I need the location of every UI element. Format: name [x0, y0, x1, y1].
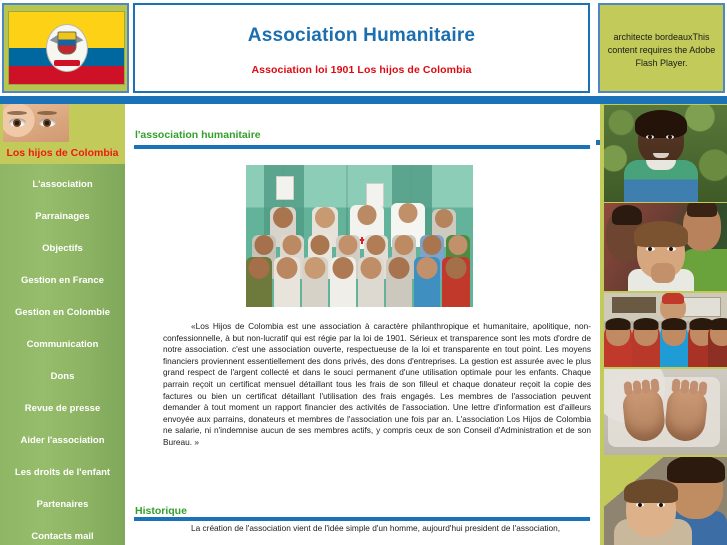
boy: [660, 323, 688, 367]
younger-boy-hair: [624, 479, 678, 503]
sidebar-item-droits-de-lenfant[interactable]: Les droits de l'enfant: [14, 467, 111, 478]
page-subtitle: Association loi 1901 Los hijos de Colombia: [251, 64, 472, 76]
child: [386, 257, 412, 307]
sidebar-item-communication[interactable]: Communication: [26, 339, 99, 350]
photo-row-front: [246, 257, 473, 307]
boy: [632, 323, 660, 367]
pupil-right: [659, 503, 663, 507]
coat-of-arms-icon: [47, 25, 87, 71]
colombia-flag-panel: [2, 3, 129, 93]
sidebar-item-contacts-mail[interactable]: Contacts mail: [31, 531, 94, 542]
sidebar-brand: Los hijos de Colombia: [0, 142, 125, 164]
hand-over-mouth: [651, 263, 675, 283]
flash-notice-text: architecte bordeauxThis content requires the Adobe Flash Player.: [607, 32, 716, 68]
child-with-backpack: [442, 257, 470, 307]
older-boy-hair: [667, 457, 725, 483]
girl-in-foliage-photo: [604, 105, 727, 202]
sidebar-item-parrainages[interactable]: Parrainages: [35, 211, 90, 222]
sidebar-item-lassociation[interactable]: L'association: [32, 179, 93, 190]
title-panel: [133, 3, 590, 93]
ribbon-icon: [54, 60, 80, 66]
section-title: l'association humanitaire: [135, 129, 261, 141]
pupil-left: [648, 135, 652, 139]
boys-classroom-photo: [604, 293, 727, 367]
sidebar-item-gestion-en-france[interactable]: Gestion en France: [21, 275, 104, 286]
colombia-flag-icon: [8, 11, 125, 85]
child: [302, 257, 328, 307]
flash-player-panel: [598, 3, 725, 93]
history-title: Historique: [135, 505, 187, 517]
child-right: [683, 203, 721, 251]
eyebrow-left: [7, 111, 27, 115]
wall-poster-right: [366, 183, 384, 207]
shield-icon: [57, 32, 76, 55]
sidebar-item-dons[interactable]: Dons: [50, 371, 75, 382]
group-of-children-photo: [246, 165, 473, 307]
pupil-left: [638, 503, 642, 507]
sidebar-item-revue-de-presse[interactable]: Revue de presse: [24, 403, 101, 414]
chalkboard: [612, 297, 656, 313]
child: [414, 257, 440, 307]
iris-right: [43, 119, 51, 127]
sidebar-item-partenaires[interactable]: Partenaires: [36, 499, 89, 510]
two-boys-photo: [604, 457, 727, 545]
eyebrow-right: [37, 111, 57, 115]
child-eyes-image: [3, 104, 69, 142]
children-group-photo: [604, 203, 727, 291]
history-title-rule: [134, 517, 590, 521]
girl-hair: [635, 110, 687, 138]
pupil-left: [648, 247, 652, 251]
girl-hair: [634, 221, 688, 247]
child: [274, 257, 300, 307]
wall-poster-left: [276, 176, 294, 200]
boy: [708, 323, 727, 367]
pupil-right: [668, 135, 672, 139]
page-title: Association Humanitaire: [247, 25, 476, 46]
boy: [604, 323, 632, 367]
sidebar-item-aider-lassociation[interactable]: Aider l'association: [20, 435, 105, 446]
sidebar-nav: [0, 104, 125, 545]
child: [330, 257, 356, 307]
mouth: [653, 153, 669, 158]
header-divider: [0, 96, 727, 104]
history-paragraph: La création de l'association vient de l'idée simple d'un homme, aujourd'hui president de l'association,: [191, 523, 561, 533]
association-paragraph: «Los Hijos de Colombia est une association à caractère philanthropique et humanitaire, apolitique, non-confessionnelle, à but non-lucratif qui est régie par la loi de 1901. Sérieux et transparence sont les mots d'ordre de notre association. c'est une association ouverte, respectueuse de la loi et transparente en tout point. Les moyens financiers proviennent essentiellement des dons privés, des dons d'entreprises. La gestion est assurée avec le plus grand respect de l'argent collecté et dans le souci permanent d'une utilisation optimale pour les enfants. Chaque parrain reçoit un certificat mensuel détaillant tous les frais de son filleul et chaque donateur reçoit la copie des factures ou bien un certificat détaillant l'utilisation des frais engagés. Les membres de l'association peuvent demander à tout moment un rapport financier des activités de l'association. Une lettre d'information est d'ailleurs envoyée aux parrains, donateurs et membres de l'association une fois par an. L'association Los Hijos de Colombia ne salarie, ni n'indemnise aucun de ses membres actifs, y compris ceux de son Conseil d'Administration et de son Bureau. »: [163, 321, 591, 447]
section-title-rule: [134, 145, 590, 149]
sidebar-item-gestion-en-colombie[interactable]: Gestion en Colombie: [14, 307, 110, 318]
main-content: [125, 104, 600, 545]
child: [246, 257, 272, 307]
iris-left: [13, 119, 21, 127]
child-eyes-photo: [0, 104, 125, 142]
page-header: [0, 0, 727, 96]
pupil-right: [669, 247, 673, 251]
sidebar-item-objectifs[interactable]: Objectifs: [42, 243, 83, 254]
open-hands-photo: [604, 369, 727, 455]
photo-rail: [600, 104, 727, 545]
child: [358, 257, 384, 307]
